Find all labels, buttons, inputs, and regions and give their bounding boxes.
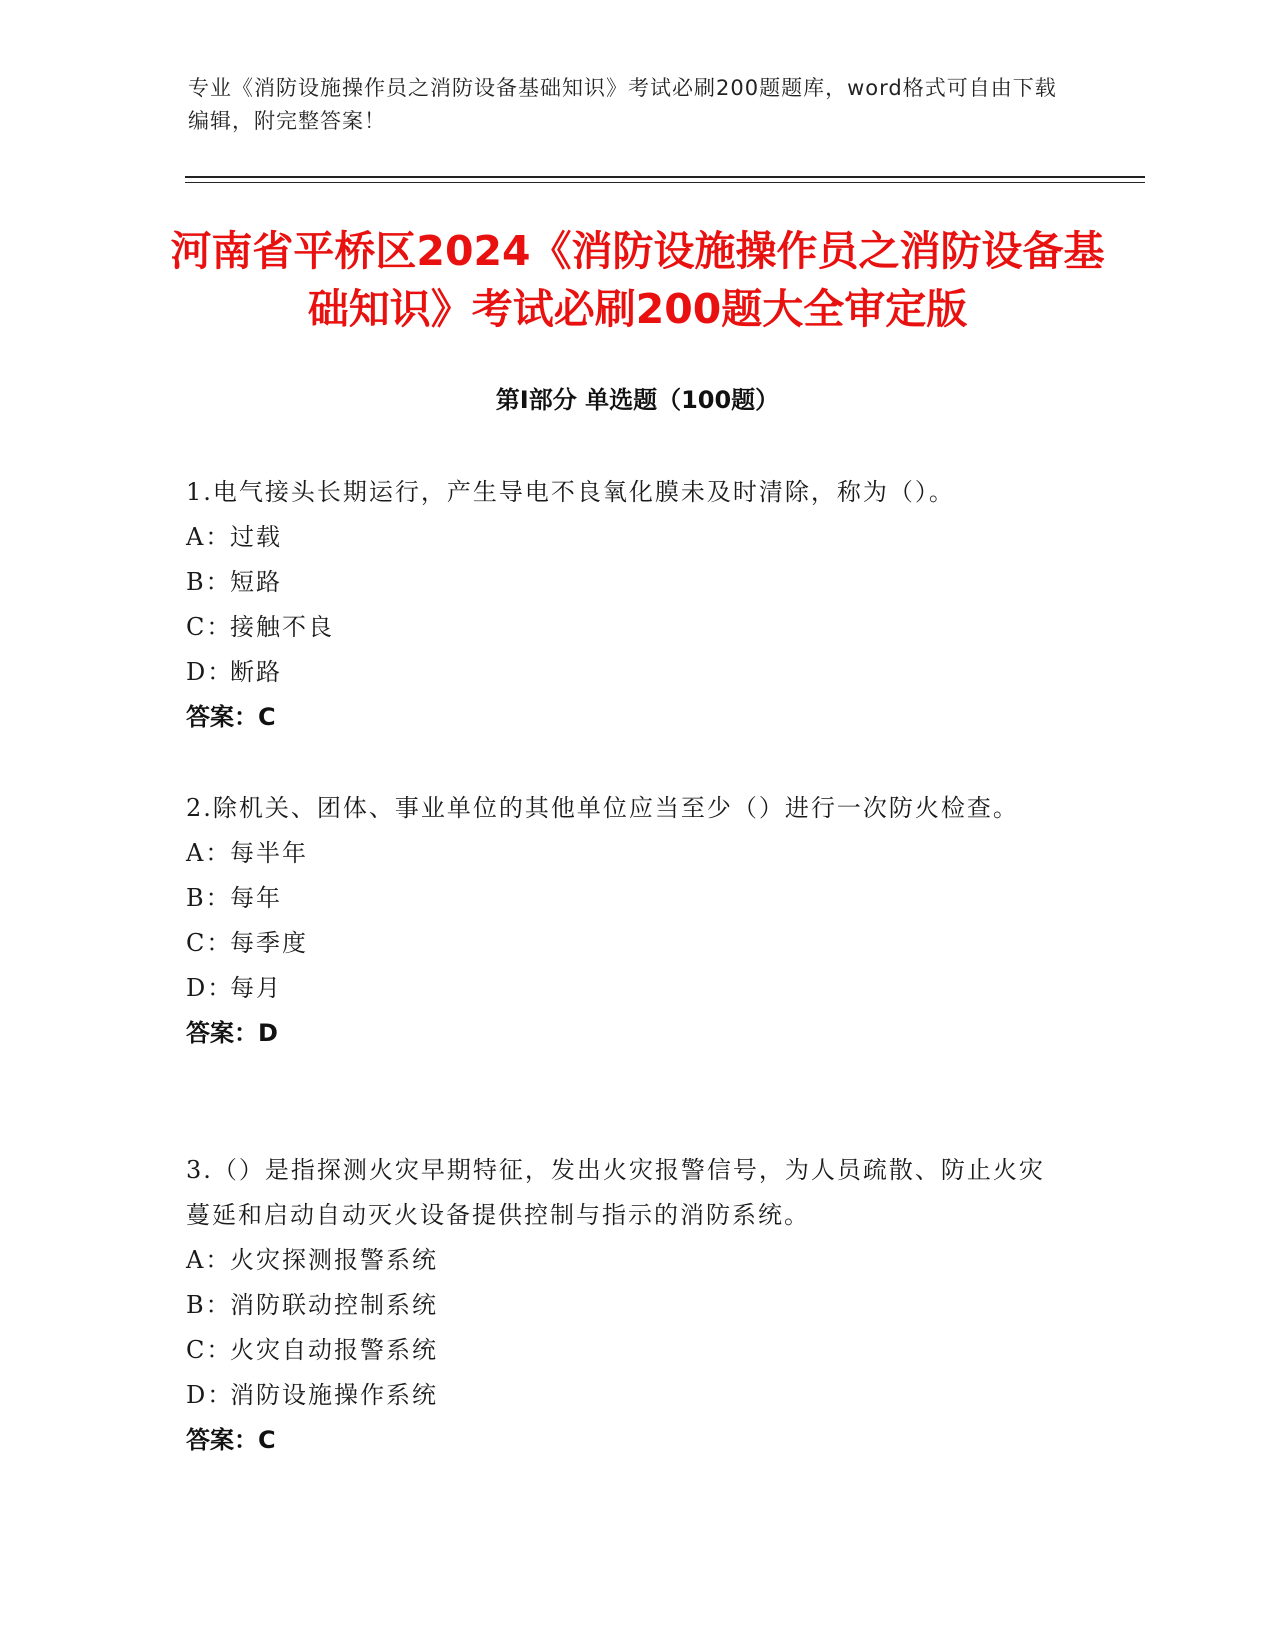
option-c: [186, 921, 1066, 966]
question-stem: 3.（）是指探测火灾早期特征，发出火灾报警信号，为人员疏散、防止火灾蔓延和启动自动灭火设备提供控制与指示的消防系统。: [186, 1156, 1045, 1229]
option-text: 短路: [230, 568, 282, 596]
option-key: A：: [186, 523, 232, 551]
option-key: A：: [186, 839, 232, 867]
option-d: [186, 650, 1066, 695]
option-key: D：: [186, 974, 234, 1002]
option-d: [186, 966, 1066, 1011]
header-divider-thick: [185, 176, 1145, 178]
option-key: D：: [186, 658, 234, 686]
option-text: 火灾自动报警系统: [230, 1336, 438, 1364]
option-d: [186, 1373, 1066, 1418]
option-key: B：: [186, 884, 232, 912]
question-stem: 2.除机关、团体、事业单位的其他单位应当至少（）进行一次防火检查。: [186, 794, 1019, 822]
option-text: 接触不良: [230, 613, 334, 641]
option-text: 每年: [230, 884, 282, 912]
answer-line: 答案：D: [186, 1019, 278, 1047]
option-b: [186, 560, 1066, 605]
option-key: D：: [186, 1381, 234, 1409]
option-text: 过载: [230, 523, 282, 551]
option-key: B：: [186, 568, 232, 596]
option-key: C：: [186, 929, 233, 957]
option-text: 每半年: [230, 839, 308, 867]
option-key: B：: [186, 1291, 232, 1319]
section-title: 第I部分 单选题（100题）: [495, 386, 780, 414]
option-c: [186, 1328, 1066, 1373]
option-text: 每季度: [230, 929, 308, 957]
option-a: [186, 1238, 1066, 1283]
option-text: 断路: [230, 658, 282, 686]
option-key: C：: [186, 613, 233, 641]
option-text: 消防联动控制系统: [230, 1291, 438, 1319]
document-title: 河南省平桥区2024《消防设施操作员之消防设备基础知识》考试必刷200题大全审定版: [170, 227, 1105, 333]
question-1: [186, 470, 1066, 740]
option-b: [186, 1283, 1066, 1328]
option-b: [186, 876, 1066, 921]
option-a: [186, 515, 1066, 560]
option-key: C：: [186, 1336, 233, 1364]
question-stem: 1.电气接头长期运行，产生导电不良氧化膜未及时清除，称为（）。: [186, 478, 955, 506]
option-text: 消防设施操作系统: [230, 1381, 438, 1409]
question-2: [186, 786, 1066, 1056]
header-divider-thin: [185, 182, 1145, 183]
option-text: 火灾探测报警系统: [230, 1246, 438, 1274]
option-key: A：: [186, 1246, 232, 1274]
answer-line: 答案：C: [186, 703, 276, 731]
option-a: [186, 831, 1066, 876]
header-note: 专业《消防设施操作员之消防设备基础知识》考试必刷200题题库，word格式可自由下载编辑，附完整答案！: [188, 76, 1057, 133]
option-text: 每月: [230, 974, 282, 1002]
answer-line: 答案：C: [186, 1426, 276, 1454]
option-c: [186, 605, 1066, 650]
question-3: [186, 1148, 1066, 1463]
